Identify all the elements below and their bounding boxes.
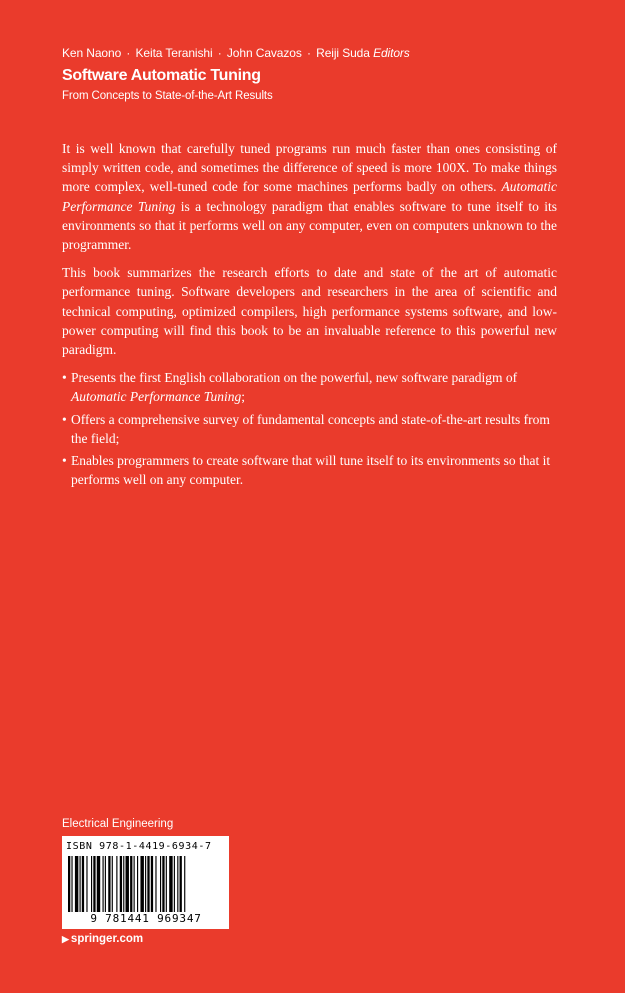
barcode-bar [137,856,138,912]
barcode-bar [184,856,185,912]
barcode-bar [130,856,132,912]
barcode-bar [177,856,178,912]
separator: · [126,46,131,60]
barcode-bar [145,856,146,912]
barcode-bar [93,856,95,912]
publisher-link[interactable] [62,933,143,945]
description-paragraph-2: This book summarizes the research efforts to date and state of the art of automatic performance tuning. Software developers and researchers in the area of scientific and technical computing, optimized compilers, high performance systems software, and low-power computing will find this book to be an invaluable reference to this powerful new paradigm. [62,265,557,358]
arrow-right-icon: ▶ [62,934,69,944]
editor-name: Keita Teranishi [135,46,213,60]
bullet-icon: • [62,411,67,427]
editors-role: Editors [373,46,410,60]
barcode-bar [68,856,70,912]
barcode-bar [151,856,153,912]
barcode-bar [97,856,100,912]
isbn-barcode [62,836,229,929]
barcode-bar [162,856,164,912]
description-block [62,139,557,492]
barcode-bar [82,856,84,912]
editors-line [62,46,410,60]
editor-name: John Cavazos [226,46,302,60]
barcode-bar [86,856,87,912]
book-subtitle: From Concepts to State-of-the-Art Results [62,90,273,102]
publisher-url: springer.com [70,933,144,945]
bullet-icon: • [62,370,67,386]
list-item: • Presents the first English collaboration on the powerful, new software paradigm of Automatic Performance Tuning; [62,370,518,405]
editor-name: Reiji Suda [316,46,370,60]
barcode-bar [160,856,161,912]
barcode-bar [174,856,175,912]
barcode-bar [126,856,129,912]
barcode-bar [103,856,104,912]
bullet-icon: • [62,453,67,469]
barcode-digits: 9 781441 969347 [90,912,202,925]
isbn-label: ISBN 978-1-4419-6934-7 [66,841,212,852]
barcode-bar [112,856,113,912]
separator: · [217,46,222,60]
barcode-bar [120,856,122,912]
barcode-bar [123,856,124,912]
separator: · [306,46,311,60]
book-title: Software Automatic Tuning [62,67,261,84]
list-item: • Offers a comprehensive survey of fundamental concepts and state-of-the-art results from the field; [62,411,550,446]
barcode-icon [68,856,223,912]
barcode-bar [147,856,149,912]
emphasis: Automatic Performance Tuning [62,179,557,214]
emphasis: Automatic Performance Tuning [71,389,242,405]
subject-category: Electrical Engineering [62,818,174,830]
feature-list [62,368,557,489]
barcode-bar [108,856,110,912]
barcode-bar [116,856,117,912]
barcode-bar [80,856,81,912]
barcode-bar [134,856,135,912]
barcode-bar [169,856,172,912]
barcode-bar [166,856,167,912]
barcode-bar [140,856,143,912]
description-paragraph-1: It is well known that carefully tuned programs run much faster than ones consisting of simply written code, and sometimes the difference of speed is more 100X. To make things more complex, well-tuned code for some machines performs badly on others. Automatic Performance Tuning is a technology paradigm that enables software to tune itself to its environments so that it performs well on any computer, even on computers unknown to the programmer. [62,141,557,253]
barcode-bar [75,856,78,912]
barcode-bar [91,856,92,912]
editor-name: Ken Naono [62,46,122,60]
barcode-bar [180,856,182,912]
barcode-bar [71,856,72,912]
barcode-bar [155,856,156,912]
list-item: • Enables programmers to create software that will tune itself to its environments so that it performs well on any computer. [62,453,551,488]
barcode-bar [105,856,106,912]
